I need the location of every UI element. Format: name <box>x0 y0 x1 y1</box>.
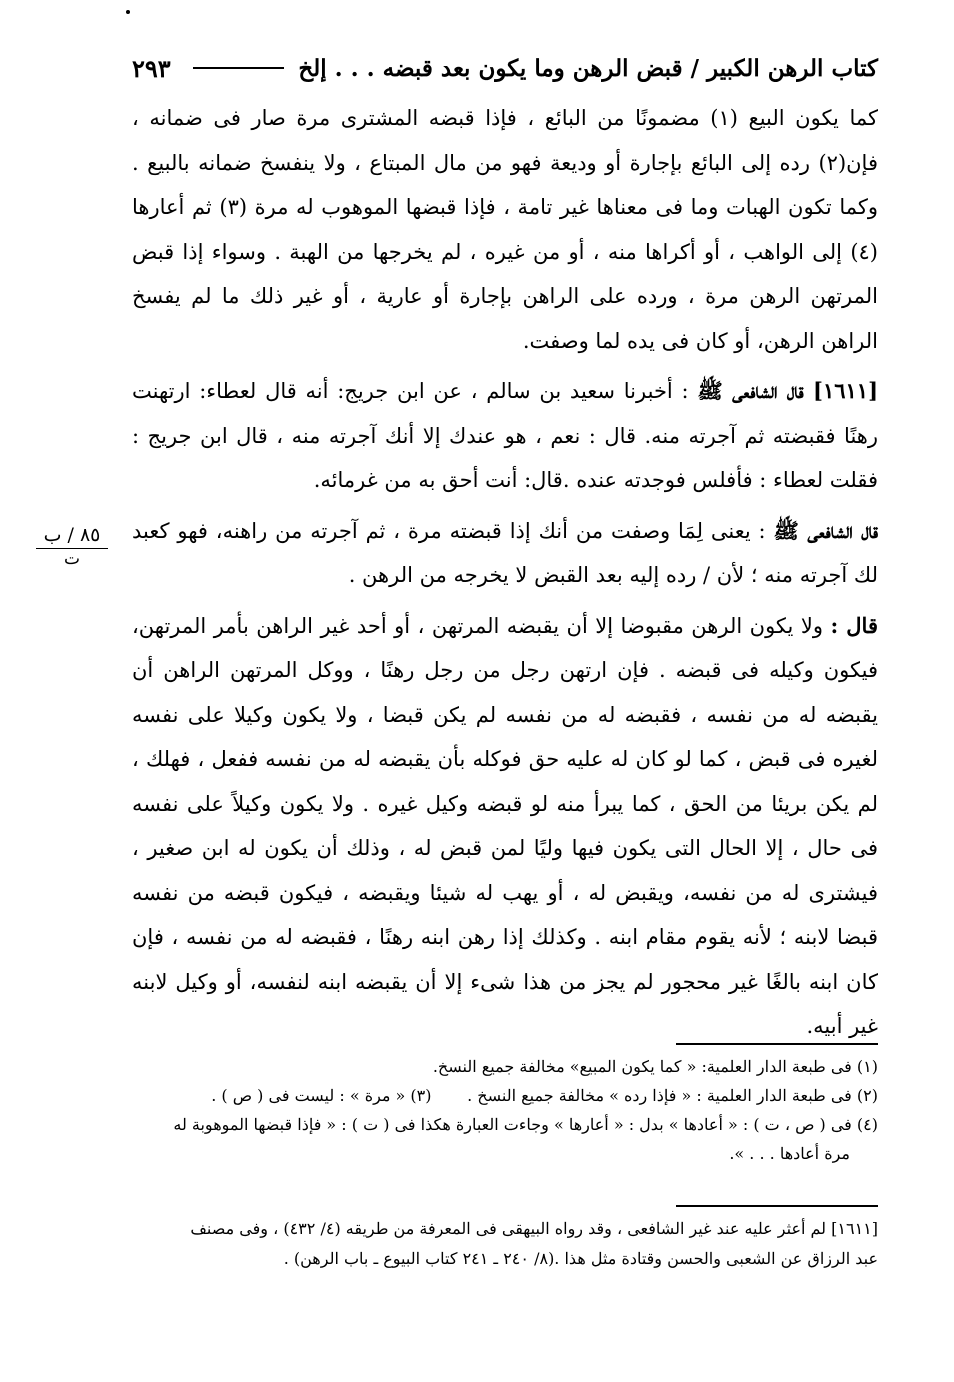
folio-number: ٨٥ / ب <box>36 524 108 549</box>
paragraph-1611 <box>132 369 878 503</box>
qal-lead: قال : <box>830 612 878 638</box>
reference-line-1: [١٦١١] لم أعثر عليه عند غير الشافعى ، وقد رواه البيهقى فى المعرفة من طريقه (٤/ ٤٣٢) ، وفى مصنف <box>190 1219 878 1238</box>
paragraph-shafii-comment <box>132 509 878 598</box>
footnotes <box>132 1052 878 1168</box>
footnote-4-continuation: مرة أعادها . . . ». <box>729 1144 850 1163</box>
manuscript-folio-marker <box>36 524 108 569</box>
qal-text: ولا يكون الرهن مقبوضا إلا أن يقبضه المرتهن ، أو أحد غير الراهن بأمر المرتهن، فيكون وكيله فى قبضه . فإن ارتهن رجل من رجل رهنًا ، ووكل المرتهن الراهن أن يقبضه له من نفسه ، فقبضه له من نفسه لم يكن قبضا ، ولا يكون وكيلا على نفسه لغيره فى قبض ، كما لو كان له عليه حق فوكله بأن يقبضه له من نفسه ففعل ، فهلك ، لم يكن بريئا من الحق ، كما يبرأ منه لو قبضه وكيل غيره . ولا يكون وكيلاً على نفسه فى حال ، إلا الحال التى يكون فيها وليًا لمن قبض له ، وذلك أن يكون له ابن صغير ، فيشترى له من نفسه، ويقبض له ، أو يهب له شيئا ويقبضه ، فيكون قبضه من نفسه قبضا لابنه ؛ لأنه يقوم مقام ابنه . وكذلك إذا رهن ابنه رهنًا ، فقبضه له من نفسه ، فإن كان ابنه بالغًا غير محجور لم يجز من هذا شىء إلا أن يقبضه ابنه لنفسه، أو وكيل لابنه غير أبيه. <box>132 613 878 1038</box>
comment-text: : يعنى لِمَا وصفت من أنك إذا قبضته مرة ، ثم آجرته من راهنه، فهو كعبد لك آجرته منه ؛ لأن / رده إليه بعد القبض لا يخرجه من الرهن . <box>132 518 878 587</box>
running-header <box>132 48 878 88</box>
footnote-2: (٢) فى طبعة الدار العلمية : « فإذا رده » مخالفة جميع النسخ . <box>467 1086 878 1105</box>
footnote-1: (١) فى طبعة الدار العلمية: « كما يكون المبيع» مخالفة جميع النسخ. <box>432 1057 878 1076</box>
footnote-3: (٣) « مرة » : ليست فى ( ص ) . <box>211 1086 432 1105</box>
footnote-4: (٤) فى ( ص ، ت ) : « أعادها » بدل : « أعارها » وجاءت العبارة هكذا فى ( ت ) : « فإذا قبضها الموهوبة له <box>173 1115 878 1134</box>
reference-line-2: عبد الرزاق عن الشعبى والحسن وقتادة مثل هذا .(٨/ ٢٤٠ ـ ٢٤١ كتاب البيوع ـ باب الرهن) . <box>283 1249 878 1268</box>
reference-separator <box>676 1205 878 1207</box>
paragraph-1: كما يكون البيع (١) مضمونًا من البائع ، فإذا قبضه المشترى مرة صار فى ضمانه ، فإن(٢) رده إلى البائع بإجارة أو وديعة فهو من مال المبتاع ، ولا ينفسخ ضمانه بالبيع . وكما تكون الهبات وما فى معناها غير تامة ، فإذا قبضها الموهوب له مرة (٣) ثم أعارها (٤) إلى الواهب ، أو أكراها منه ، أو من غيره ، لم يخرجها من الهبة . وسواء إذا قبض المرتهن الرهن مرة ، ورده على الراهن بإجارة أو عارية ، أو غير ذلك ما لم يفسخ الراهن الرهن، أو كان فى يده لما وصفت. <box>132 106 878 353</box>
footnote-separator <box>676 1043 878 1045</box>
footnote-2-3 <box>132 1081 878 1110</box>
header-title: كتاب الرهن الكبير / قبض الرهن وما يكون بعد قبضه . . . إلخ <box>298 54 878 82</box>
narration-text: : أخبرنا سعيد بن سالم ، عن ابن جريج: أنه قال لعطاء: ارتهنت رهنًا فقبضته ثم آجرته منه. قال : نعم ، هو عندك إلا أنك آجرته منه ، قال ابن جريج : فقلت لعطاء : فأفلس فوجدته عنده .قال: أنت أحق به من غرمائه. <box>132 379 878 492</box>
paragraph-qal <box>132 604 878 1049</box>
page-number: ٢٩٣ <box>132 53 171 83</box>
comment-lead: قال الشافعى ﷺ <box>773 517 878 543</box>
header-rule <box>193 67 285 69</box>
scan-speck <box>126 10 130 14</box>
narration-lead: [١٦١١] قال الشافعى ﷺ <box>697 378 878 403</box>
folio-manuscript-siglum: ت <box>63 549 80 569</box>
source-reference-note <box>132 1214 878 1274</box>
main-text <box>132 96 878 1049</box>
